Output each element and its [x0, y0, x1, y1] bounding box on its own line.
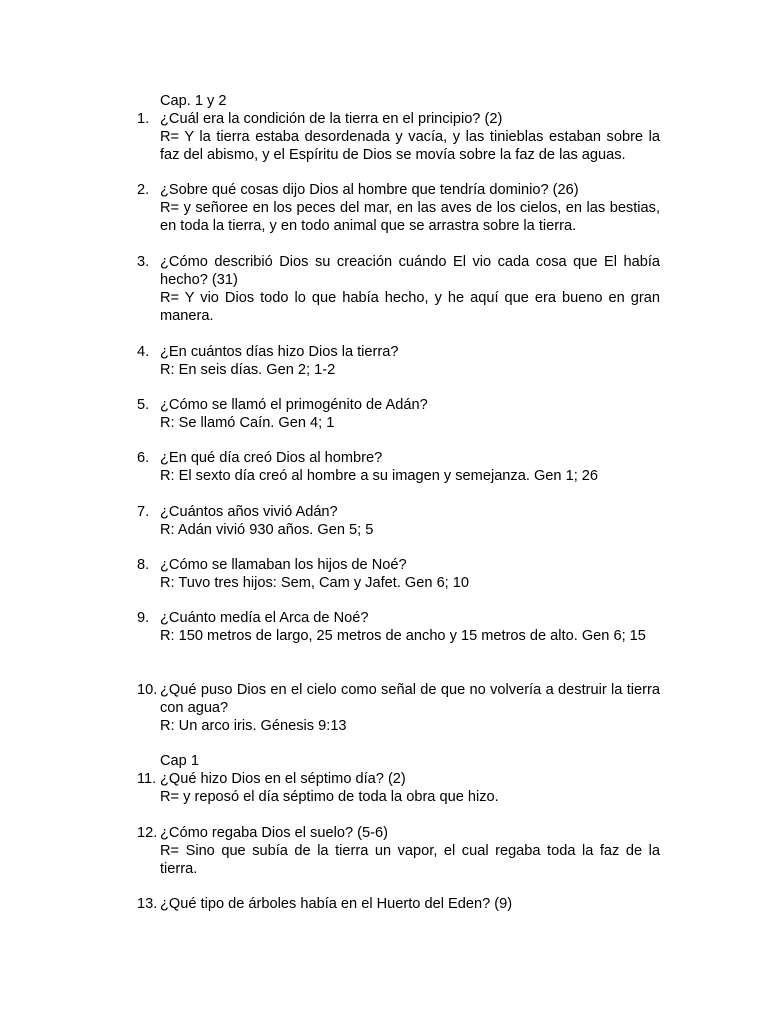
- list-item: [160, 253, 660, 325]
- item-number: 9.: [137, 610, 150, 626]
- list-item: [160, 503, 660, 539]
- item-number: 12.: [137, 825, 158, 841]
- question-text: ¿Cómo describió Dios su creación cuándo El vio cada cosa que El había hecho? (31): [160, 254, 660, 288]
- item-number: 2.: [137, 182, 150, 198]
- list-item: [160, 343, 660, 379]
- question-text: ¿Cuánto medía el Arca de Noé?: [160, 610, 369, 626]
- answer-text: R= Y vio Dios todo lo que había hecho, y he aquí que era bueno en gran manera.: [160, 290, 660, 324]
- item-number: 8.: [137, 557, 150, 573]
- answer-text: R= y señoree en los peces del mar, en las aves de los cielos, en las bestias, en toda la tierra, y en todo animal que se arrastra sobre la tierra.: [160, 200, 660, 234]
- list-item: [160, 181, 660, 235]
- answer-text: R: 150 metros de largo, 25 metros de ancho y 15 metros de alto. Gen 6; 15: [160, 628, 646, 644]
- answer-text: R: El sexto día creó al hombre a su imagen y semejanza. Gen 1; 26: [160, 468, 599, 484]
- list-item: [160, 396, 660, 432]
- list-item: [160, 681, 660, 735]
- item-number: 10.: [137, 682, 158, 698]
- answer-text: R: En seis días. Gen 2; 1-2: [160, 362, 336, 378]
- question-text: ¿Cuántos años vivió Adán?: [160, 504, 338, 520]
- item-number: 5.: [137, 397, 150, 413]
- list-item: [160, 556, 660, 592]
- list-item: [160, 824, 660, 878]
- question-text: ¿Qué hizo Dios en el séptimo día? (2): [160, 771, 406, 787]
- list-item: [160, 110, 660, 164]
- item-number: 4.: [137, 344, 150, 360]
- question-text: ¿En cuántos días hizo Dios la tierra?: [160, 344, 399, 360]
- question-text: ¿En qué día creó Dios al hombre?: [160, 450, 383, 466]
- answer-text: R: Tuvo tres hijos: Sem, Cam y Jafet. Gen 6; 10: [160, 575, 470, 591]
- section-heading: Cap 1: [160, 753, 199, 769]
- question-text: ¿Cuál era la condición de la tierra en el principio? (2): [160, 111, 503, 127]
- item-number: 1.: [137, 111, 150, 127]
- question-text: ¿Sobre qué cosas dijo Dios al hombre que tendría dominio? (26): [160, 182, 579, 198]
- answer-text: R= Y la tierra estaba desordenada y vacía, y las tinieblas estaban sobre la faz del abismo, y el Espíritu de Dios se movía sobre la faz de las aguas.: [160, 129, 660, 163]
- question-text: ¿Cómo se llamó el primogénito de Adán?: [160, 397, 428, 413]
- list-item: [160, 770, 660, 806]
- list-item: [160, 609, 660, 645]
- item-number: 13.: [137, 896, 158, 912]
- question-text: ¿Qué puso Dios en el cielo como señal de que no volvería a destruir la tierra con agua?: [160, 682, 660, 716]
- question-text: ¿Qué tipo de árboles había en el Huerto del Eden? (9): [160, 896, 513, 912]
- item-number: 11.: [137, 771, 157, 787]
- question-text: ¿Cómo regaba Dios el suelo? (5-6): [160, 825, 388, 841]
- item-number: 7.: [137, 504, 150, 520]
- item-number: 3.: [137, 254, 150, 270]
- item-number: 6.: [137, 450, 150, 466]
- list-item: [160, 449, 660, 485]
- answer-text: R: Un arco iris. Génesis 9:13: [160, 718, 347, 734]
- section-heading: Cap. 1 y 2: [160, 93, 227, 109]
- answer-text: R: Adán vivió 930 años. Gen 5; 5: [160, 522, 374, 538]
- answer-text: R= y reposó el día séptimo de toda la obra que hizo.: [160, 789, 499, 805]
- answer-text: R= Sino que subía de la tierra un vapor, el cual regaba toda la faz de la tierra.: [160, 843, 660, 877]
- answer-text: R: Se llamó Caín. Gen 4; 1: [160, 415, 335, 431]
- question-text: ¿Cómo se llamaban los hijos de Noé?: [160, 557, 407, 573]
- list-item: [160, 895, 660, 913]
